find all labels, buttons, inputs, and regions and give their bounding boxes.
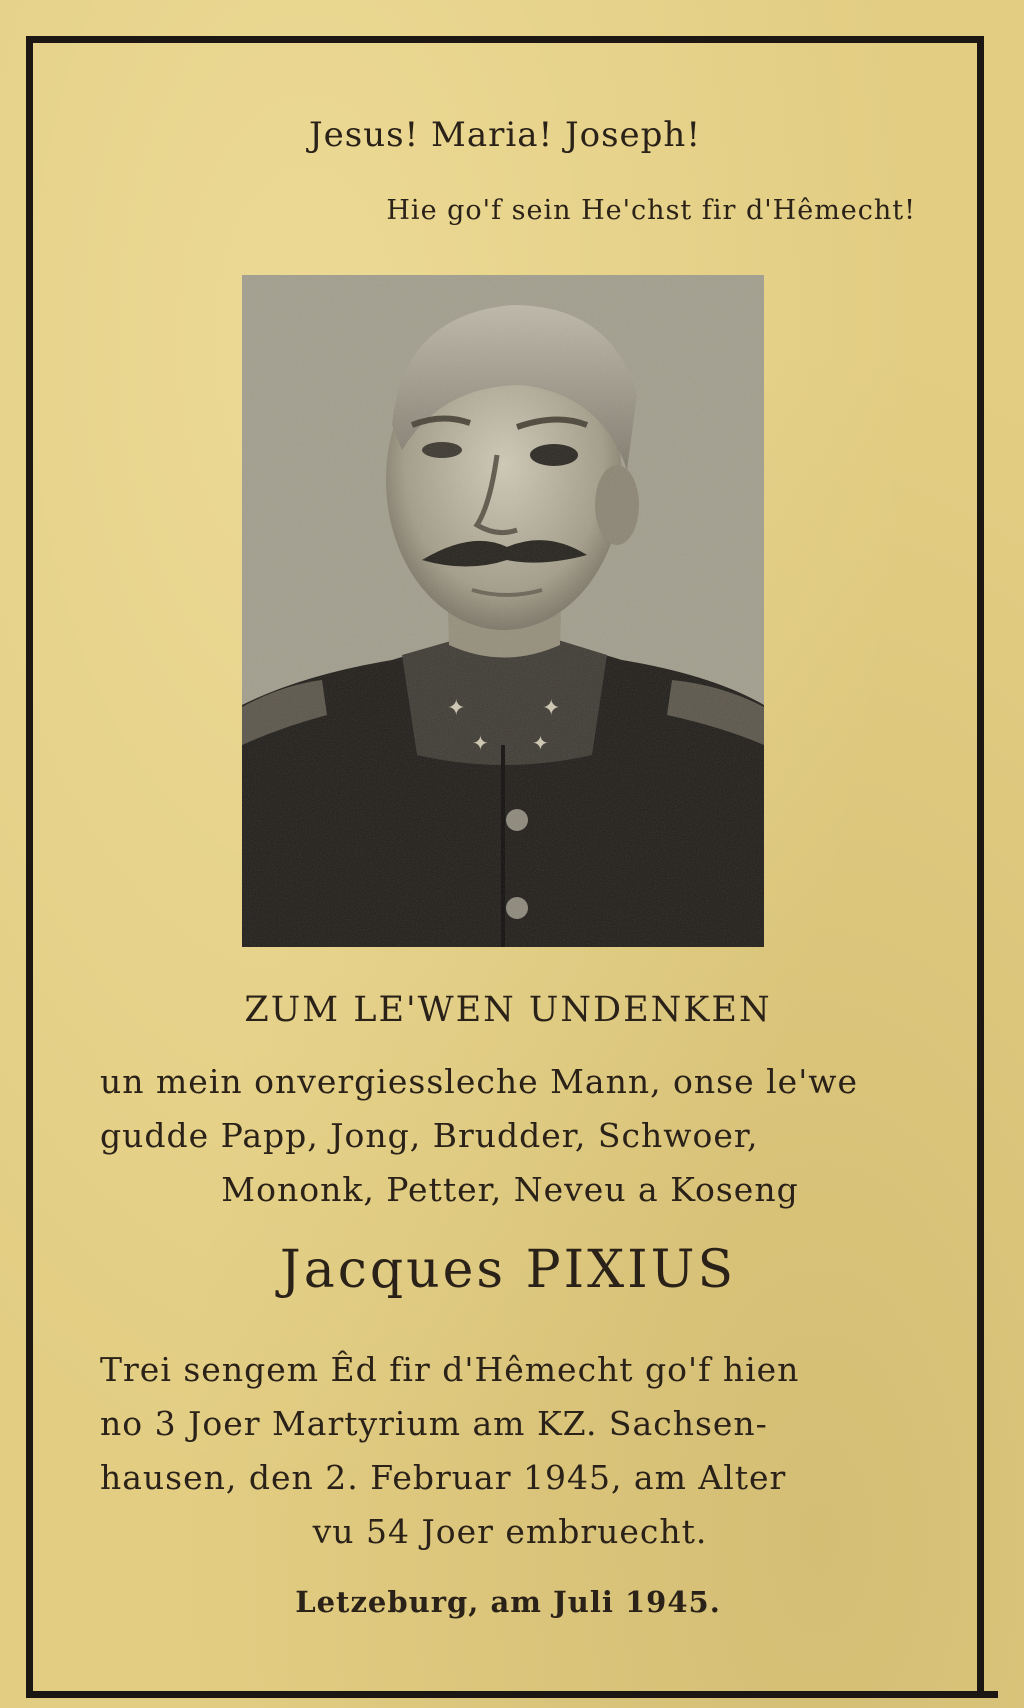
- border-right: [977, 36, 984, 1691]
- border-top: [26, 36, 984, 43]
- dedication-paragraph: [100, 1055, 920, 1217]
- invocation: Jesus! Maria! Joseph!: [309, 115, 701, 155]
- portrait-photo-icon: [242, 275, 764, 947]
- death-line: hausen, den 2. Februar 1945, am Alter: [100, 1458, 787, 1497]
- portrait-photo: [242, 275, 764, 947]
- death-line: no 3 Joer Martyrium am KZ. Sachsen-: [100, 1404, 768, 1443]
- place-date: Letzeburg, am Juli 1945.: [295, 1585, 721, 1619]
- memorial-heading: ZUM LE'WEN UNDENKEN: [244, 990, 772, 1030]
- dedication-line: Mononk, Petter, Neveu a Koseng: [221, 1170, 799, 1209]
- death-paragraph: [100, 1343, 920, 1559]
- deceased-name: Jacques PIXIUS: [279, 1240, 737, 1300]
- border-bottom: [26, 1691, 998, 1698]
- death-line: vu 54 Joer embruecht.: [312, 1512, 708, 1551]
- border-left: [26, 36, 33, 1698]
- dedication-line: gudde Papp, Jong, Brudder, Schwoer,: [100, 1116, 759, 1155]
- motto: Hie go'f sein He'chst fir d'Hêmecht!: [386, 195, 916, 226]
- dedication-line: un mein onvergiessleche Mann, onse le'we: [100, 1062, 859, 1101]
- death-line: Trei sengem Êd fir d'Hêmecht go'f hien: [100, 1350, 800, 1389]
